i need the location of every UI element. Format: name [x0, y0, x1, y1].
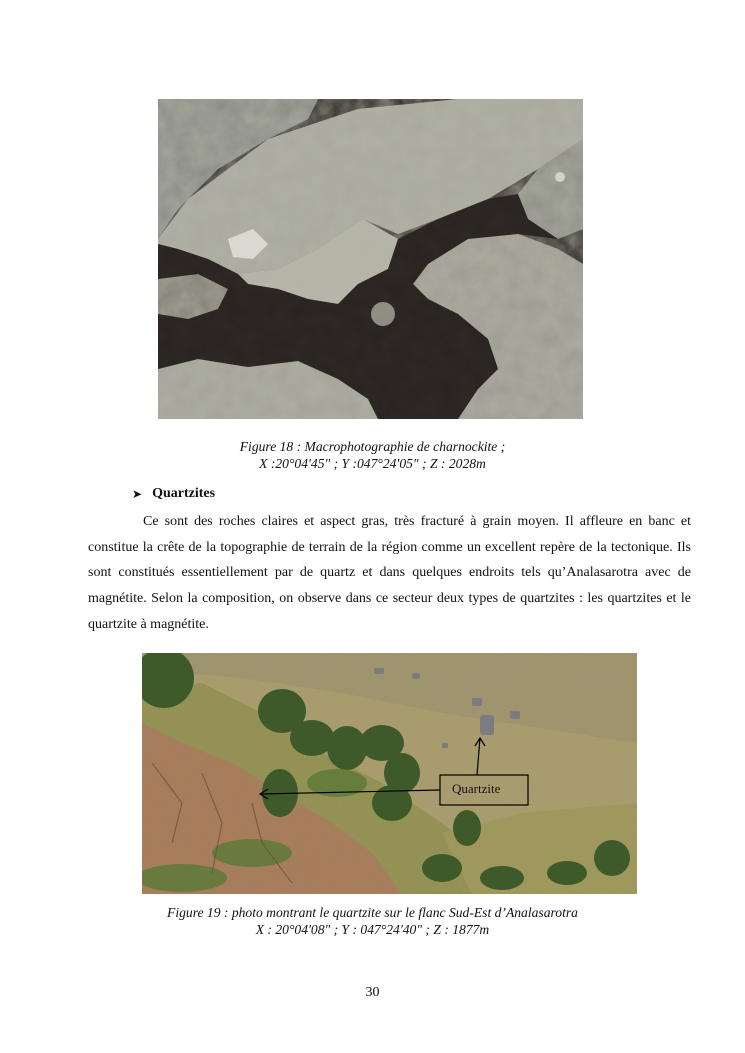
section-paragraph: Ce sont des roches claires et aspect gras, très fracturé à grain moyen. Il affleure en banc et constitue la crête de la topographie de terrain de la région comme un excellent repère de la tectonique. Ils sont constitués essentiellement par de quartz et dans quelques endroits tels qu’Analasarotra avec de magnétite. Selon la composition, on observe dans ce secteur deux types de quartzites : les quartzites et le quartzite à magnétite. — [88, 514, 691, 632]
figure-18-caption-line2: X :20°04'45" ; Y :047°24'05" ; Z : 2028m — [259, 456, 486, 471]
figure-19-caption-line2: X : 20°04'08" ; Y : 047°24'40" ; Z : 1877m — [255, 922, 490, 937]
section-heading — [132, 486, 215, 502]
page-number: 30 — [365, 985, 380, 1000]
figure-19-caption — [0, 904, 745, 938]
charnockite-photo — [158, 99, 583, 419]
figure-18-caption-line1: Figure 18 : Macrophotographie de charnockite ; — [239, 439, 506, 454]
arrow-bullet-icon: ➤ — [132, 486, 143, 501]
quartzite-annotation-label: Quartzite — [452, 781, 501, 796]
figure-19-caption-line1: Figure 19 : photo montrant le quartzite sur le flanc Sud-Est d’Analasarotra — [167, 905, 578, 920]
figure-18-caption — [0, 438, 745, 472]
section-heading-text: Quartzites — [152, 486, 216, 501]
quartzite-hillside-photo — [142, 653, 637, 894]
